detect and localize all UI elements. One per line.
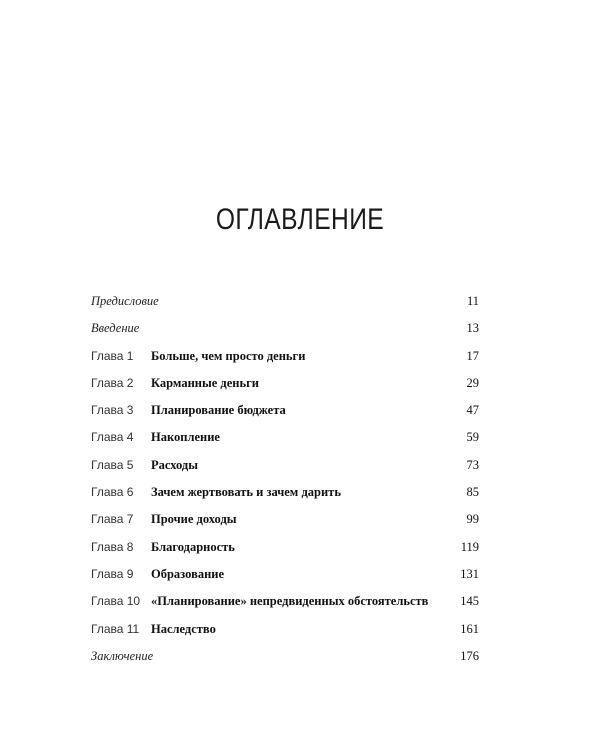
toc-entry-chapter-4[interactable] [91,428,479,455]
toc-entry-chapter-label: Глава 11 [91,621,140,636]
toc-entry-chapter-label: Глава 2 [91,375,134,390]
toc-entry-page: 11 [466,294,479,308]
toc-entry-page: 161 [460,621,479,636]
toc-entry-chapter-label: Глава 4 [91,430,134,445]
toc-entry-chapter-3[interactable] [91,401,479,428]
toc-entry-chapter-label: Глава 9 [91,566,134,581]
toc-entry-page: 73 [466,457,479,472]
toc-entry-title: Образование [151,566,225,581]
toc-entry-chapter-2[interactable] [91,374,479,401]
toc-entry-title: Введение [91,321,140,336]
toc-entry-page: 99 [466,512,479,527]
toc-entry-title: Больше, чем просто деньги [151,348,306,363]
toc-entry-chapter-7[interactable] [91,510,479,537]
toc-entry-chapter-label: Глава 5 [91,457,134,472]
toc-entry-chapter-label: Глава 3 [91,403,134,418]
toc-entry-preface[interactable] [91,292,479,319]
toc-entry-title: Благодарность [151,539,235,554]
toc-entry-title: Планирование бюджета [151,403,286,418]
toc-entry-conclusion[interactable] [91,647,479,674]
toc-entry-chapter-11[interactable] [91,620,479,647]
toc-entry-chapter-6[interactable] [91,483,479,510]
toc-entry-chapter-5[interactable] [91,456,479,483]
toc-entry-chapter-10[interactable] [91,592,479,619]
toc-entry-page: 29 [466,375,479,390]
toc-entry-page: 85 [466,485,479,500]
toc-entry-page: 17 [466,348,479,363]
toc-entry-chapter-label: Глава 1 [91,348,134,363]
toc-entry-page: 47 [466,403,479,418]
toc-entry-chapter-label: Глава 8 [91,539,134,554]
toc-entry-page: 176 [460,648,479,663]
toc-entry-page: 131 [460,566,479,581]
page-title: ОГЛАВЛЕНИЕ [215,203,385,236]
toc-entry-page: 59 [466,430,479,445]
toc-entry-title: Предисловие [91,294,159,308]
toc-entry-chapter-9[interactable] [91,565,479,592]
toc-entry-title: Расходы [151,457,199,472]
toc-entry-chapter-label: Глава 7 [91,512,134,527]
toc-entry-title: Заключение [91,648,154,663]
table-of-contents [91,292,479,674]
toc-entry-chapter-1[interactable] [91,347,479,374]
toc-entry-page: 119 [460,539,479,554]
toc-entry-title: Прочие доходы [151,512,237,527]
toc-entry-chapter-8[interactable] [91,538,479,565]
toc-entry-introduction[interactable] [91,319,479,346]
toc-entry-chapter-label: Глава 6 [91,485,134,500]
toc-entry-title: Наследство [151,621,216,636]
toc-entry-title: «Планирование» непредвиденных обстоятельств [151,594,429,609]
toc-entry-title: Карманные деньги [151,375,259,390]
toc-entry-page: 13 [466,321,479,336]
toc-entry-title: Зачем жертвовать и зачем дарить [151,485,341,500]
toc-entry-page: 145 [460,594,479,609]
toc-entry-chapter-label: Глава 10 [91,594,141,609]
toc-entry-title: Накопление [151,430,220,445]
